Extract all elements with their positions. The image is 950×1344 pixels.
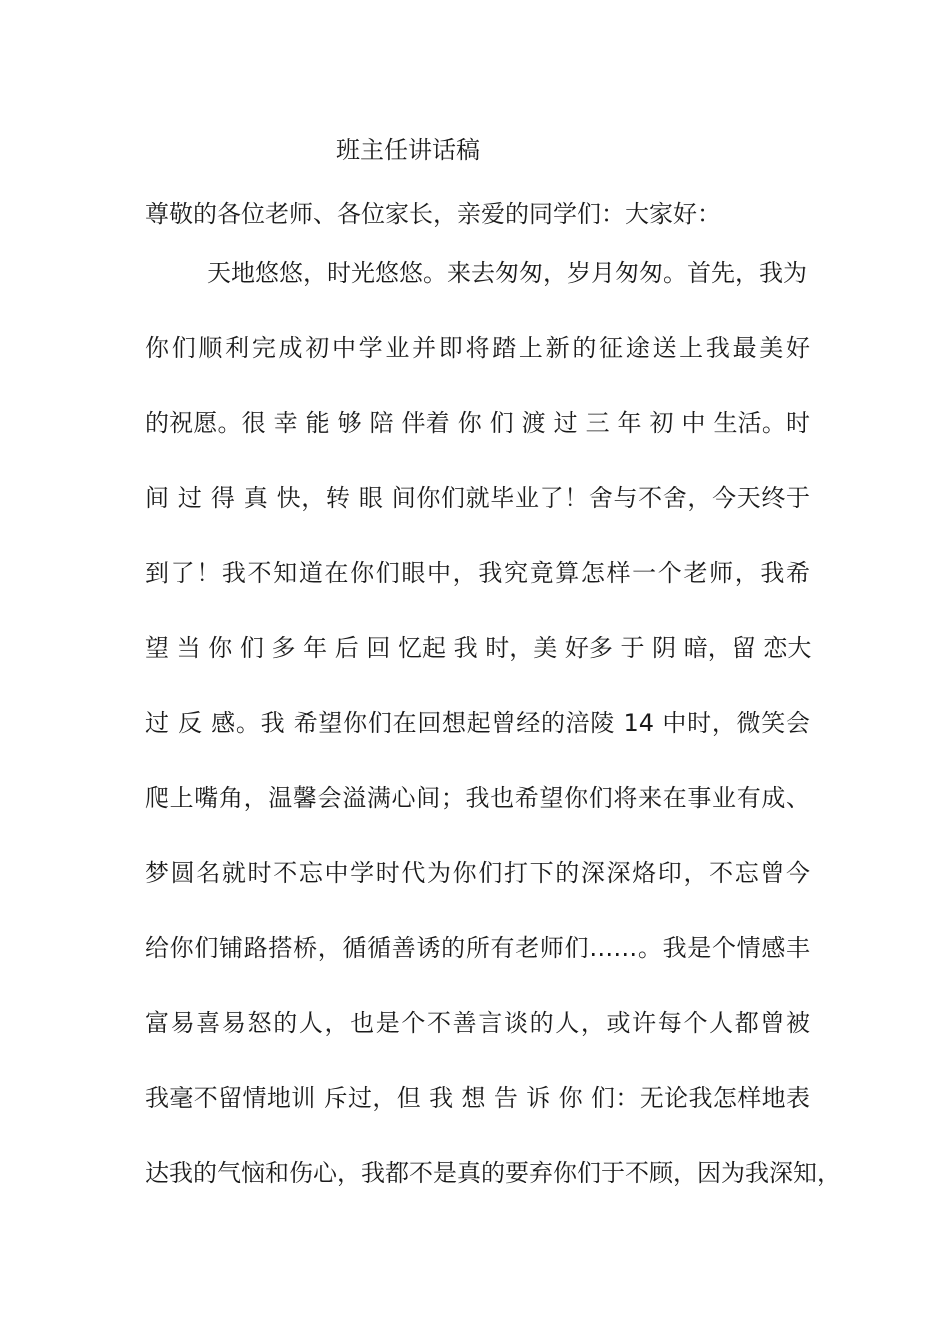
- paragraph-line: 间 过 得 真 快，转 眼 间你们就毕业了！舍与不舍，今天终于: [145, 484, 810, 512]
- paragraph-line: 梦圆名就时不忘中学时代为你们打下的深深烙印，不忘曾今: [145, 859, 810, 887]
- paragraph-line: 爬上嘴角，温馨会溢满心间；我也希望你们将来在事业有成、: [145, 784, 810, 812]
- paragraph-line: 到了！我不知道在你们眼中，我究竟算怎样一个老师，我希: [145, 559, 810, 587]
- paragraph-line: 望 当 你 们 多 年 后 回 忆起 我 时，美 好多 于 阴 暗，留 恋大: [145, 634, 812, 662]
- paragraph-line: 我毫不留情地训 斥过，但 我 想 告 诉 你 们：无论我怎样地表: [145, 1084, 810, 1112]
- salutation: 尊敬的各位老师、各位家长，亲爱的同学们：大家好：: [145, 200, 721, 228]
- document-title: 班主任讲话稿: [336, 136, 480, 164]
- paragraph-line: 给你们铺路搭桥，循循善诱的所有老师们……。我是个情感丰: [145, 934, 810, 962]
- paragraph-line: 天地悠悠，时光悠悠。来去匆匆，岁月匆匆。首先，我为: [207, 259, 807, 287]
- paragraph-line: 你们顺利完成初中学业并即将踏上新的征途送上我最美好: [145, 334, 810, 362]
- paragraph-line: 达我的气恼和伤心，我都不是真的要弃你们于不顾，因为我深知，: [145, 1159, 841, 1187]
- paragraph-line: 过 反 感。我 希望你们在回想起曾经的涪陵 14 中时，微笑会: [145, 709, 810, 737]
- paragraph-line: 的祝愿。很 幸 能 够 陪 伴着 你 们 渡 过 三 年 初 中 生活。时: [145, 409, 810, 437]
- paragraph-line: 富易喜易怒的人，也是个不善言谈的人，或许每个人都曾被: [145, 1009, 810, 1037]
